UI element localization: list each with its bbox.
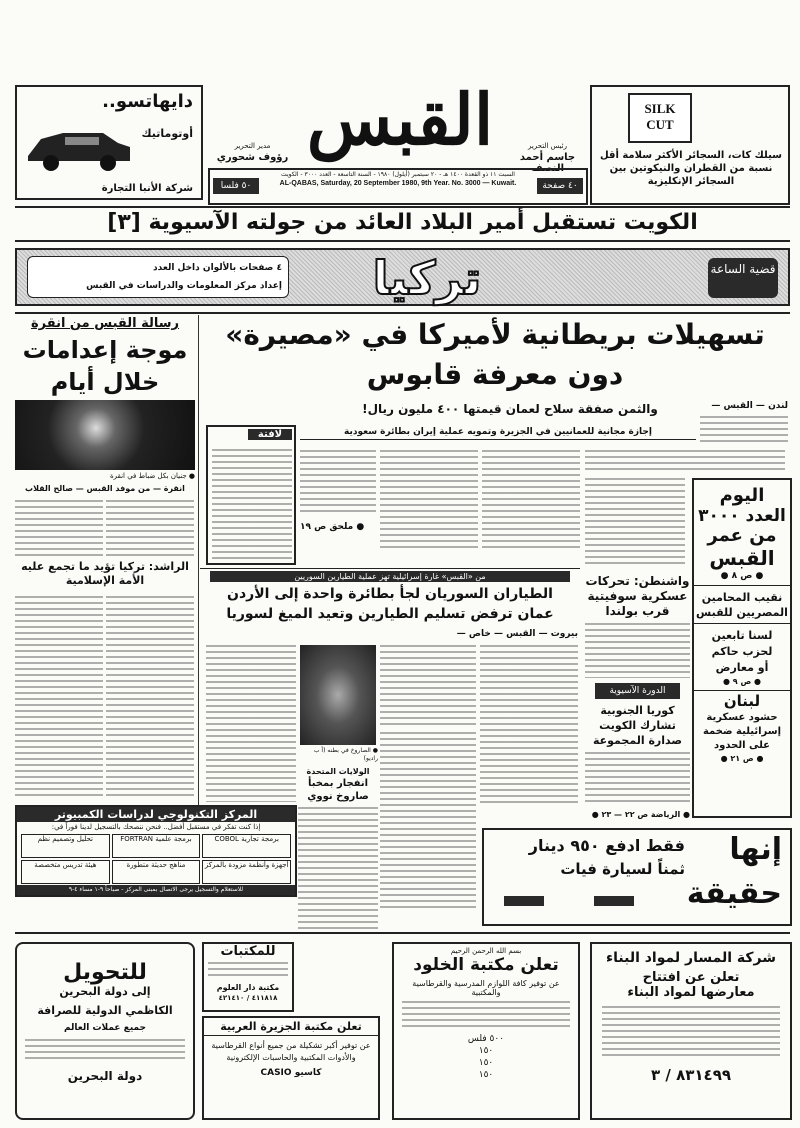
article-text [298,807,378,932]
column-text [212,449,292,561]
date-english: AL-QABAS, Saturday, 20 September 1980, 9th Year. No. 3000 — Kuwait. [279,180,517,187]
ad-text [208,962,288,980]
article-text [700,416,788,444]
article-text [585,450,785,470]
asian-games-label: الدورة الآسيوية [595,683,680,699]
fiat-logo [504,896,544,906]
syria-caption: ● الصاروخ في بطنه (أ ب راديو) [313,747,378,762]
daihatsu-dealer: شركة الأنبا التجارة [101,183,193,194]
main-headline-line1: تسهيلات بريطانية لأميركا في «مصيرة» [225,318,765,351]
dateline-bar [208,168,588,205]
promo-ref4: ● ص ٢١ ● [720,754,764,763]
jazeera-brand: كاسيو CASIO [260,1068,322,1078]
bookshops-phone: ٤١١٨١٨ / ٤٢١٤١٠ [218,994,278,1002]
divider [15,312,790,314]
article-text [380,450,478,550]
date-arabic: السبت ١١ ذو القعدة ١٤٠٠ هـ - ٢٠ سبتمبر (أيلول) ١٩٨٠ - السنة التاسعة - العدد ٣٠٠٠ - الكويت [281,171,515,178]
khulood-title: تعلن مكتبة الخلود [413,955,559,975]
lebanon-line2: إسرائيلية ضخمة [702,726,782,737]
syria-dateline: بيروت — القبس — خاص — [456,629,578,639]
promo-qabas: القبس [709,546,775,570]
lawyers-quote1: لسنا تابعين [711,629,773,642]
main-subhead2: إجازة مجانية للعمانيين في الجزيرة وتمويه عملية إيران بطائرة سعودية [300,426,696,440]
ankara-subhead: الراشد: تركيا تؤيد ما تجمع عليه الأمة الإسلامية [21,560,189,587]
ankara-byline: انقرة — من موفد القبس — صالح القلاب [25,484,185,493]
silk-cut-ad [590,85,790,205]
syria-sub3: صاروخ نووي [307,791,369,802]
column-label: لافتة [248,429,292,440]
article-text [585,752,690,807]
bookshops-ad [202,942,294,1012]
page-count: ٤٠ صفحة [537,178,583,194]
lawyers-quote2: لحزب حاكم [711,645,773,658]
khulood-body: عن توفير كافة اللوازم المدرسية والقرطاسية والمكتبية [412,979,560,997]
promo-from-age: من عمر [707,525,777,546]
promo-today: اليوم [719,485,765,506]
jazeera-ad [202,1016,380,1120]
masar-title: شركة المسار لمواد البناء [605,950,777,966]
syria-headline-line2: عمان ترفض تسليم الطيارين وتعيد الميغ لسوريا [226,606,554,622]
transfer-line1: إلى دولة البحرين [59,985,151,998]
article-text [15,596,103,799]
masar-phone: ٨٣١٤٩٩ / ٣ [650,1066,732,1084]
banner-headline: الكويت تستقبل أمير البلاد العائد من جولته الآسيوية [٣] [107,210,698,235]
computer-ad-footer: للاستعلام والتسجيل يرجى الاتصال بمبنى المركز - صباحاً ٩-١ مساء ٤-٩ [17,885,295,895]
silk-cut-logo: SILK CUT [628,93,692,143]
korea-headline: كوريا الجنوبية تشارك الكويت صدارة المجموعة [592,703,683,747]
bookshops-name: مكتبة دار العلوم [216,983,280,992]
fiat-line1: إنها [729,832,782,867]
syria-kicker: من «القبس» غارة إسرائيلية تهز عملية الطيارين السوريين [210,571,570,582]
main-subhead: والثمن صفقة سلاح لعمان قيمتها ٤٠٠ مليون ريال! [362,402,658,416]
ankara-caption: ● جنيان بكل ضباط في انقرة [110,472,195,480]
main-dateline: لندن — القبس — [711,401,788,411]
issue-of-hour-label: قضية الساعة [708,258,778,298]
ankara-headline-line1: موجة إعدامات [22,336,188,364]
editor-in-chief-label: رئيس التحرير [528,142,567,150]
article-text [585,623,690,678]
course-item: تحليل وتصميم نظم [21,834,110,858]
main-headline-line2: دون معرفة قابوس [366,358,624,391]
daihatsu-ad [15,85,203,200]
fiat-price: فقط ادفع ٩٥٠ دينار [528,836,685,855]
article-text [106,596,194,799]
lawyers-quote3: أو معارض [715,661,769,674]
jazeera-title: تعلن مكتبة الجزيرة العربية [204,1018,378,1036]
ankara-photo [15,400,195,470]
transfer-ad [15,942,195,1120]
article-text [106,500,194,556]
lebanon-line3: على الحدود [713,740,771,751]
computer-center-ad [15,805,297,897]
ad-text [602,1006,780,1060]
course-list [21,834,291,884]
bookshops-title: للمكتبات [220,944,276,959]
course-item: مناهج حديثة متطورة [112,860,201,884]
prepared-by-note: إعداد مركز المعلومات والدراسات في القبس [86,281,282,291]
masthead-logo: القبس [306,78,494,161]
lebanon-line1: حشود عسكرية [706,712,778,723]
syria-headline-line1: الطياران السوريان لجأ بطائرة واحدة إلى الأردن [227,586,553,602]
lawyers-line2: المصريين للقبس [694,605,790,624]
main-headline [200,315,790,395]
course-item: برمجة علمية FORTRAN [112,834,201,858]
course-item: برمجة تجارية COBOL [202,834,291,858]
color-pages-note: ٤ صفحات بالألوان داخل العدد [153,263,282,273]
promo-ref3: ● ص ٩ ● [694,676,790,691]
turkey-title: تركيا [372,251,482,305]
computer-ad-intro: إذا كنت تفكر في مستقبل أفضل.. فنحن ننصحك بالتسجيل لدينا فوراً في: [51,823,261,831]
turkey-banner [15,248,790,306]
daihatsu-subtitle: أوتوماتيك [141,127,193,140]
article-text [380,645,476,727]
promo-ref1: ● ص ٨ ● [694,570,790,586]
masar-line2: معارضها لمواد البناء [627,985,755,1000]
article-text [380,732,476,912]
ankara-headline-line2: خلال أيام [50,368,160,396]
article-text [206,645,296,802]
lawyers-line1: نقيب المحامين [701,591,783,604]
khulood-prices [394,1033,578,1081]
promo-issue: العدد ٣٠٠٠ [698,506,786,526]
sports-ref: ● الرياضة ص ٢٢ — ٢٣ ● [591,810,690,819]
fiat-car: ثمناً لسيارة فيات [560,860,685,878]
fiat-logo [594,896,634,906]
price-item: ٥٠٠ فلس [467,1034,505,1044]
computer-ad-title: المركز التكنولوجي لدراسات الكمبيوتر [17,807,295,822]
transfer-company: الكاظمي الدولية للصرافة [37,1004,173,1017]
price: ٥٠ فلسا [213,178,259,194]
missile-photo [300,645,376,745]
editor-in-chief: جاسم أحمد النصف [519,152,576,174]
transfer-line3: دولة البحرين [67,1069,143,1083]
course-item: أجهزة وأنظمة مزودة بالمركز [202,860,291,884]
fiat-line2: حقيقة [686,876,782,911]
main-continued: ● ملحق ص ١٩ [300,522,365,532]
silk-cut-tagline: سيلك كات، السجائر الأكثر سلامة أقل نسبة من القطران والنيكوتين بين السجائر الإنكليزية [599,150,782,187]
khulood-ad [392,942,580,1120]
daihatsu-title: دايهاتسو.. [102,91,193,112]
syria-sub1: الولايات المتحدة [306,767,370,776]
article-text [300,450,376,516]
price-item: ١٥٠ [478,1070,494,1080]
course-item: هيئة تدريس متخصصة [21,860,110,884]
khulood-basmala: بسم الله الرحمن الرحيم [450,947,522,955]
masar-line1: تعلن عن افتتاح [642,970,740,985]
ad-text [25,1039,185,1063]
jazeera-body: عن توفير أكبر تشكيلة من جميع أنواع القرطاسية والأدوات المكتبية والحاسبات الإلكترونية [211,1041,371,1062]
divider [15,240,790,242]
transfer-line2: جميع عملات العالم [63,1023,147,1033]
divider [15,932,790,934]
fiat-ad [482,828,792,926]
lebanon-title: لبنان [723,692,761,710]
right-promo-box [692,478,792,818]
car-image [23,121,133,176]
transfer-title: للتحويل [63,960,147,985]
article-text [15,500,103,556]
managing-editor-label: مدير التحرير [234,142,271,150]
column-divider [198,315,199,805]
article-text [480,645,578,805]
syria-sub2: انفجار بمخبأ [307,778,369,789]
price-item: ١٥٠ [478,1058,494,1068]
managing-editor: رؤوف شحوري [216,152,289,163]
ad-text [402,1001,570,1029]
price-item: ١٥٠ [478,1046,494,1056]
divider [200,568,580,569]
masar-ad [590,942,792,1120]
poland-headline: واشنطن: تحركات عسكرية سوفيتية قرب بولندا [585,574,690,618]
article-text [585,478,685,568]
article-text [482,450,580,550]
column-box [206,425,296,565]
ankara-kicker: رسالة القبس من انقرة [30,316,180,331]
